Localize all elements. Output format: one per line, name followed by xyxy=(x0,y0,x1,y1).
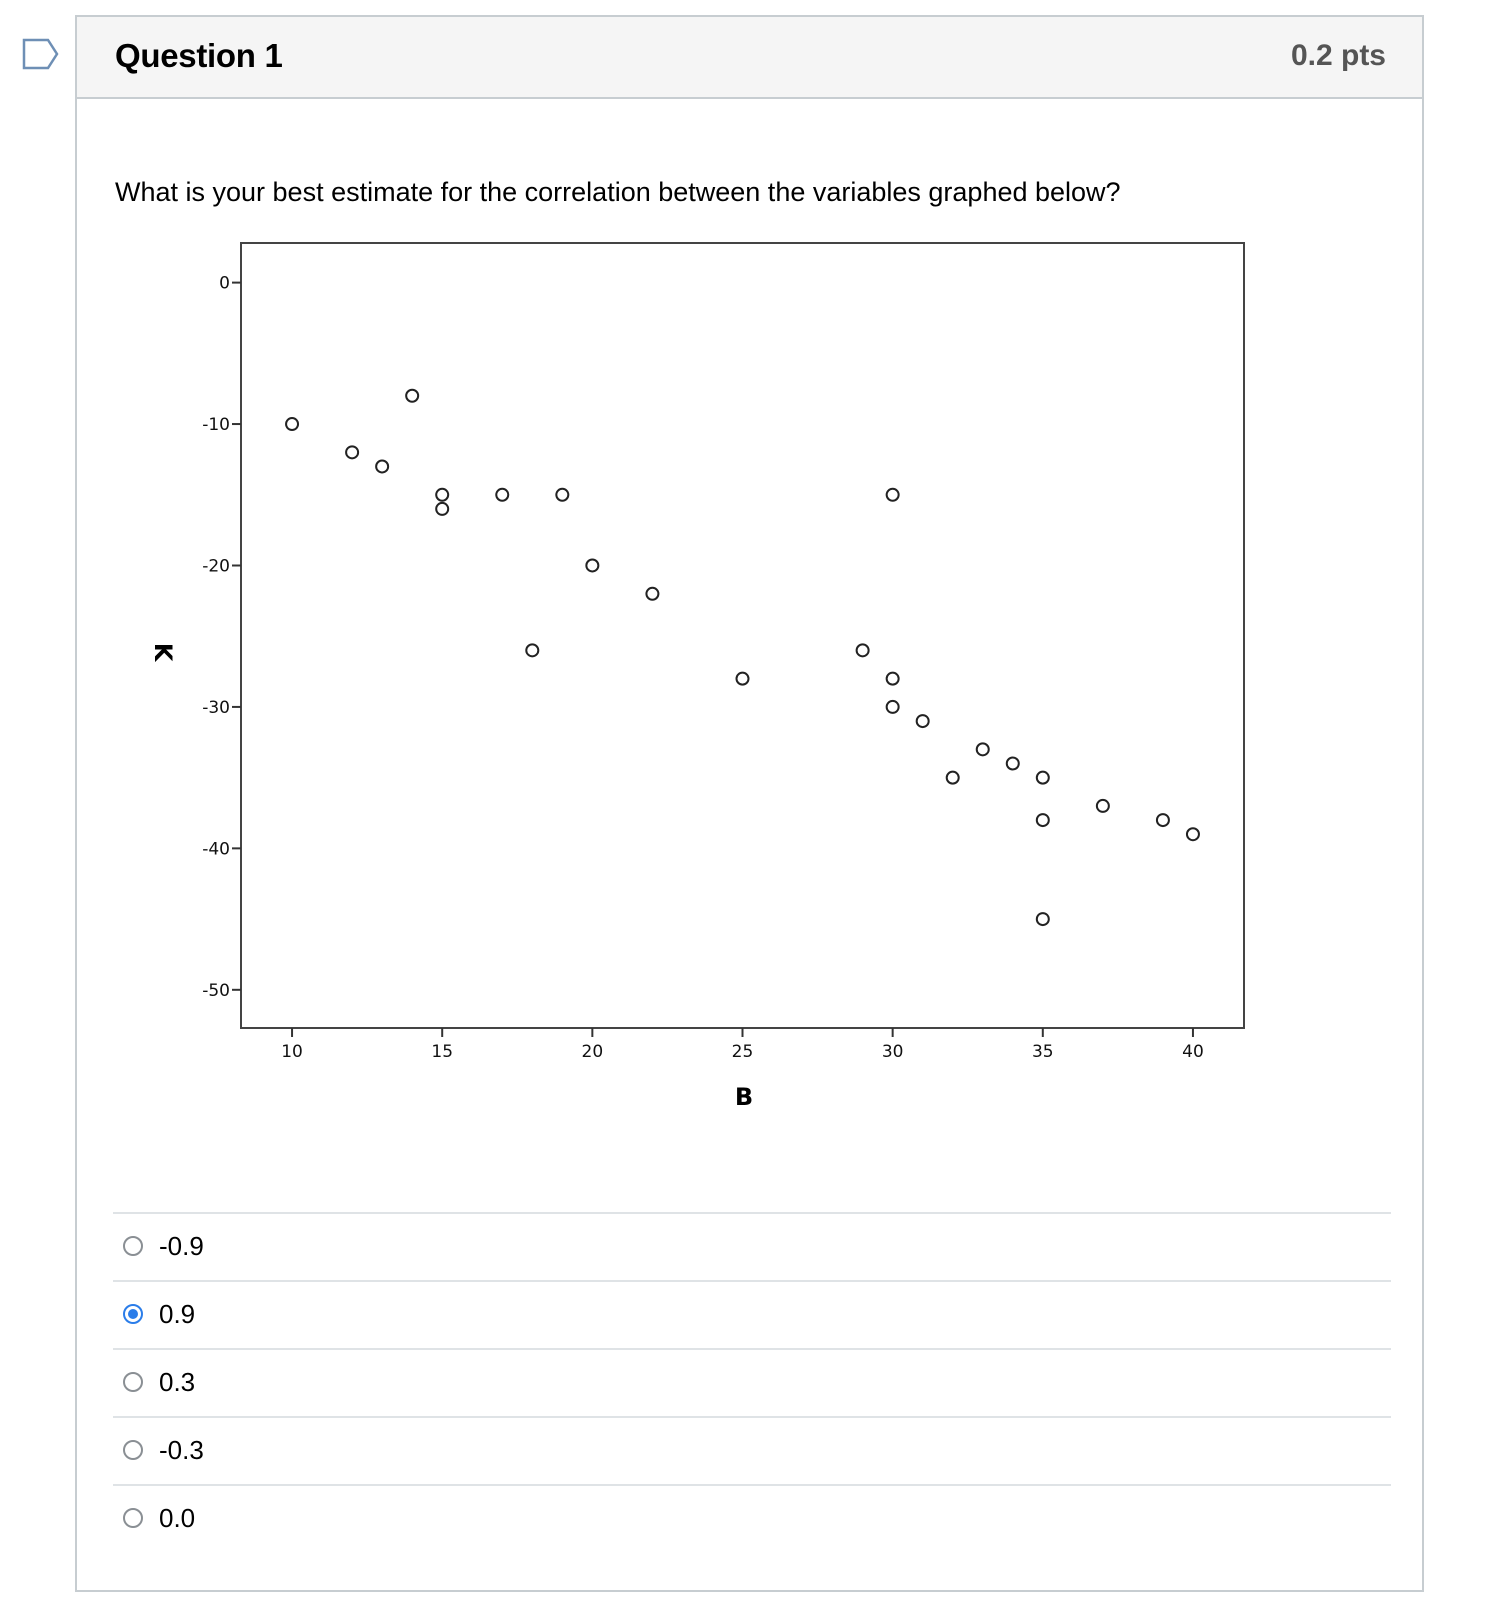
x-tick-label: 15 xyxy=(431,1042,454,1062)
data-point xyxy=(406,390,418,402)
question-points: 0.2 pts xyxy=(1290,39,1386,72)
y-tick-label: -40 xyxy=(202,839,230,860)
data-point xyxy=(917,715,929,727)
answer-option[interactable] xyxy=(113,1484,1391,1552)
data-point xyxy=(887,489,899,501)
answer-label: -0.9 xyxy=(159,1231,204,1261)
scatter-plot xyxy=(77,17,1377,1137)
data-point xyxy=(1037,814,1049,826)
data-point xyxy=(556,489,568,501)
x-tick-label: 10 xyxy=(281,1042,303,1062)
data-point xyxy=(887,673,899,685)
x-tick-label: 25 xyxy=(731,1042,754,1062)
y-tick-label: -10 xyxy=(202,415,230,436)
data-point xyxy=(436,489,448,501)
x-tick-label: 20 xyxy=(581,1042,604,1062)
y-tick-label: -50 xyxy=(202,980,230,1001)
data-point xyxy=(496,489,508,501)
answer-option[interactable] xyxy=(113,1348,1391,1416)
x-tick-label: 30 xyxy=(881,1042,904,1062)
plot-frame xyxy=(241,243,1244,1028)
x-tick-label: 40 xyxy=(1182,1042,1204,1062)
y-tick-label: 0 xyxy=(219,273,230,294)
answer-option[interactable] xyxy=(113,1280,1391,1348)
answer-label: 0.9 xyxy=(159,1299,196,1329)
data-point xyxy=(1037,772,1049,784)
answer-label: 0.3 xyxy=(159,1367,196,1397)
data-point xyxy=(1187,828,1199,840)
answer-option[interactable] xyxy=(113,1416,1391,1484)
data-point xyxy=(586,559,598,571)
data-point xyxy=(1037,913,1049,925)
bookmark-icon[interactable] xyxy=(22,38,60,70)
question-card xyxy=(75,15,1424,1592)
data-point xyxy=(857,644,869,656)
data-point xyxy=(286,418,298,430)
data-point xyxy=(1157,814,1169,826)
question-text: What is your best estimate for the correlation between the variables graphed below? xyxy=(115,177,1121,207)
radio-button[interactable] xyxy=(123,1304,143,1324)
data-point xyxy=(526,644,538,656)
x-tick-label: 35 xyxy=(1031,1042,1054,1062)
data-point xyxy=(1097,800,1109,812)
answer-list xyxy=(113,1212,1391,1552)
data-point xyxy=(376,460,388,472)
question-title: Question 1 xyxy=(115,37,283,74)
radio-button[interactable] xyxy=(123,1372,143,1392)
data-point xyxy=(346,446,358,458)
data-point xyxy=(947,772,959,784)
data-point xyxy=(646,588,658,600)
answer-label: 0.0 xyxy=(159,1503,196,1533)
answer-option[interactable] xyxy=(113,1212,1391,1280)
data-point xyxy=(436,503,448,515)
data-point xyxy=(1007,758,1019,770)
answer-label: -0.3 xyxy=(159,1435,204,1465)
y-tick-label: -30 xyxy=(202,697,230,718)
radio-button[interactable] xyxy=(123,1236,143,1256)
radio-button[interactable] xyxy=(123,1508,143,1528)
data-point xyxy=(887,701,899,713)
y-tick-label: -20 xyxy=(202,556,230,577)
y-axis-label: K xyxy=(149,642,177,662)
radio-button[interactable] xyxy=(123,1440,143,1460)
data-point xyxy=(977,743,989,755)
data-point xyxy=(737,673,749,685)
x-axis-label: B xyxy=(734,1083,754,1111)
